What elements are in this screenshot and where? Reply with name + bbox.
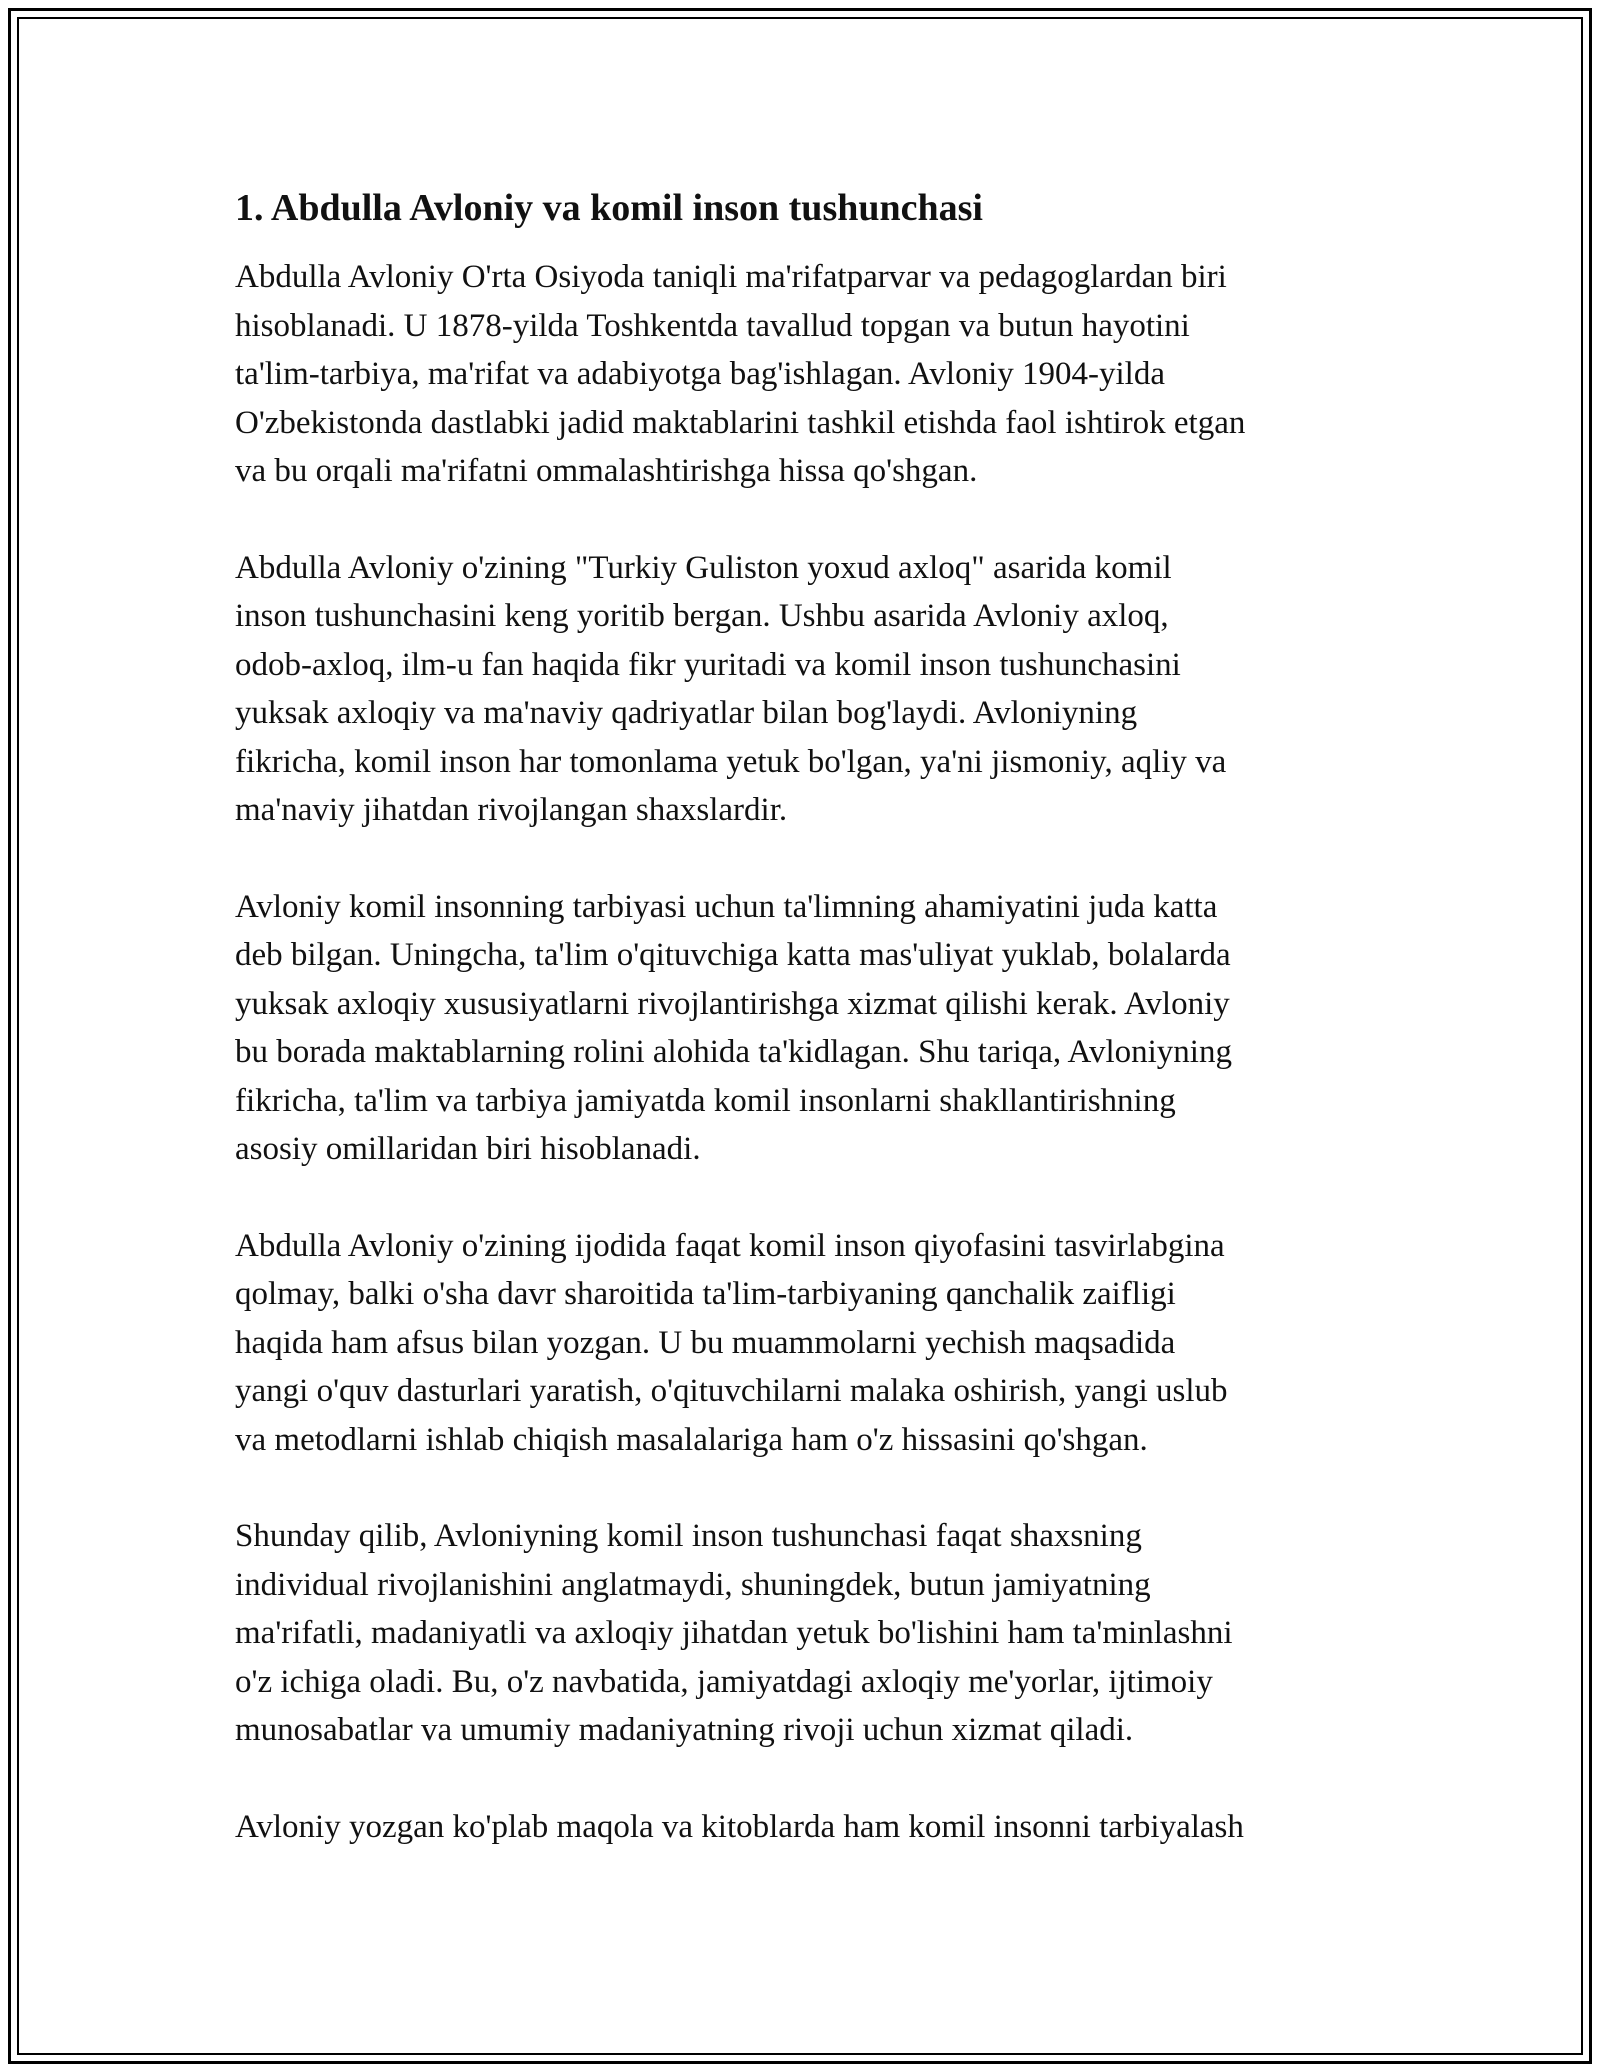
text-line: va metodlarni ishlab chiqish masalalariga ham o'z hissasini qo'shgan. [235, 1421, 1148, 1458]
text-line: inson tushunchasini keng yoritib bergan. Ushbu asarida Avloniy axloq, [235, 598, 1169, 634]
text-line: qolmay, balki o'sha davr sharoitida ta'lim-tarbiyaning qanchalik zaifligi [235, 1276, 1176, 1312]
text-line: Abdulla Avloniy o'zining ijodida faqat komil inson qiyofasini tasvirlabgina [235, 1227, 1225, 1264]
text-line: haqida ham afsus bilan yozgan. U bu muammolarni yechish maqsadida [235, 1324, 1176, 1361]
text-line: Avloniy yozgan ko'plab maqola va kitoblarda ham komil insonni tarbiyalash [235, 1808, 1244, 1845]
text-line: O'zbekistonda dastlabki jadid maktablarini tashkil etishda faol ishtirok etgan [235, 404, 1246, 441]
text-line: fikricha, komil inson har tomonlama yetuk bo'lgan, ya'ni jismoniy, aqliy va [235, 743, 1227, 780]
text-line: deb bilgan. Uningcha, ta'lim o'qituvchiga katta mas'uliyat yuklab, bolalarda [235, 937, 1231, 973]
document-body [235, 183, 1385, 1899]
document-title: 1. Abdulla Avloniy va komil inson tushunchasi [235, 187, 983, 229]
text-line: yuksak axloqiy va ma'naviy qadriyatlar bilan bog'laydi. Avloniyning [235, 695, 1138, 731]
text-line: Shunday qilib, Avloniyning komil inson tushunchasi faqat shaxsning [235, 1518, 1142, 1554]
text-line: bu borada maktablarning rolini alohida ta'kidlagan. Shu tariqa, Avloniyning [235, 1034, 1232, 1070]
text-line: individual rivojlanishini anglatmaydi, shuningdek, butun jamiyatning [235, 1566, 1151, 1603]
paragraph-5 [235, 1512, 1385, 1755]
paragraph-2 [235, 544, 1385, 835]
text-line: asosiy omillaridan biri hisoblanadi. [235, 1131, 701, 1167]
text-line: o'z ichiga oladi. Bu, o'z navbatida, jamiyatdagi axloqiy me'yorlar, ijtimoiy [235, 1663, 1213, 1700]
text-line: odob-axloq, ilm-u fan haqida fikr yuritadi va komil inson tushunchasini [235, 646, 1181, 683]
text-line: Avloniy komil insonning tarbiyasi uchun ta'limning ahamiyatini juda katta [235, 888, 1218, 925]
text-line: munosabatlar va umumiy madaniyatning rivoji uchun xizmat qiladi. [235, 1712, 1134, 1748]
paragraph-3 [235, 883, 1385, 1174]
paragraph-4 [235, 1222, 1385, 1465]
text-line: va bu orqali ma'rifatni ommalashtirishga hissa qo'shgan. [235, 453, 978, 489]
text-line: ma'rifatli, madaniyatli va axloqiy jihatdan yetuk bo'lishini ham ta'minlashni [235, 1615, 1233, 1651]
paragraph-6 [235, 1803, 1385, 1852]
text-line: ta'lim-tarbiya, ma'rifat va adabiyotga bag'ishlagan. Avloniy 1904-yilda [235, 356, 1165, 392]
text-line: hisoblanadi. U 1878-yilda Toshkentda tavallud topgan va butun hayotini [235, 307, 1190, 344]
text-line: ma'naviy jihatdan rivojlangan shaxslardir. [235, 792, 788, 828]
text-line: yuksak axloqiy xususiyatlarni rivojlantirishga xizmat qilishi kerak. Avloniy [235, 985, 1230, 1022]
paragraph-1 [235, 253, 1385, 496]
text-line: yangi o'quv dasturlari yaratish, o'qituvchilarni malaka oshirish, yangi uslub [235, 1373, 1228, 1409]
text-line: fikricha, ta'lim va tarbiya jamiyatda komil insonlarni shakllantirishning [235, 1082, 1176, 1119]
text-line: Abdulla Avloniy o'zining "Turkiy Guliston yoxud axloq" asarida komil [235, 549, 1172, 586]
text-line: Abdulla Avloniy O'rta Osiyoda taniqli ma'rifatparvar va pedagoglardan biri [235, 259, 1227, 295]
